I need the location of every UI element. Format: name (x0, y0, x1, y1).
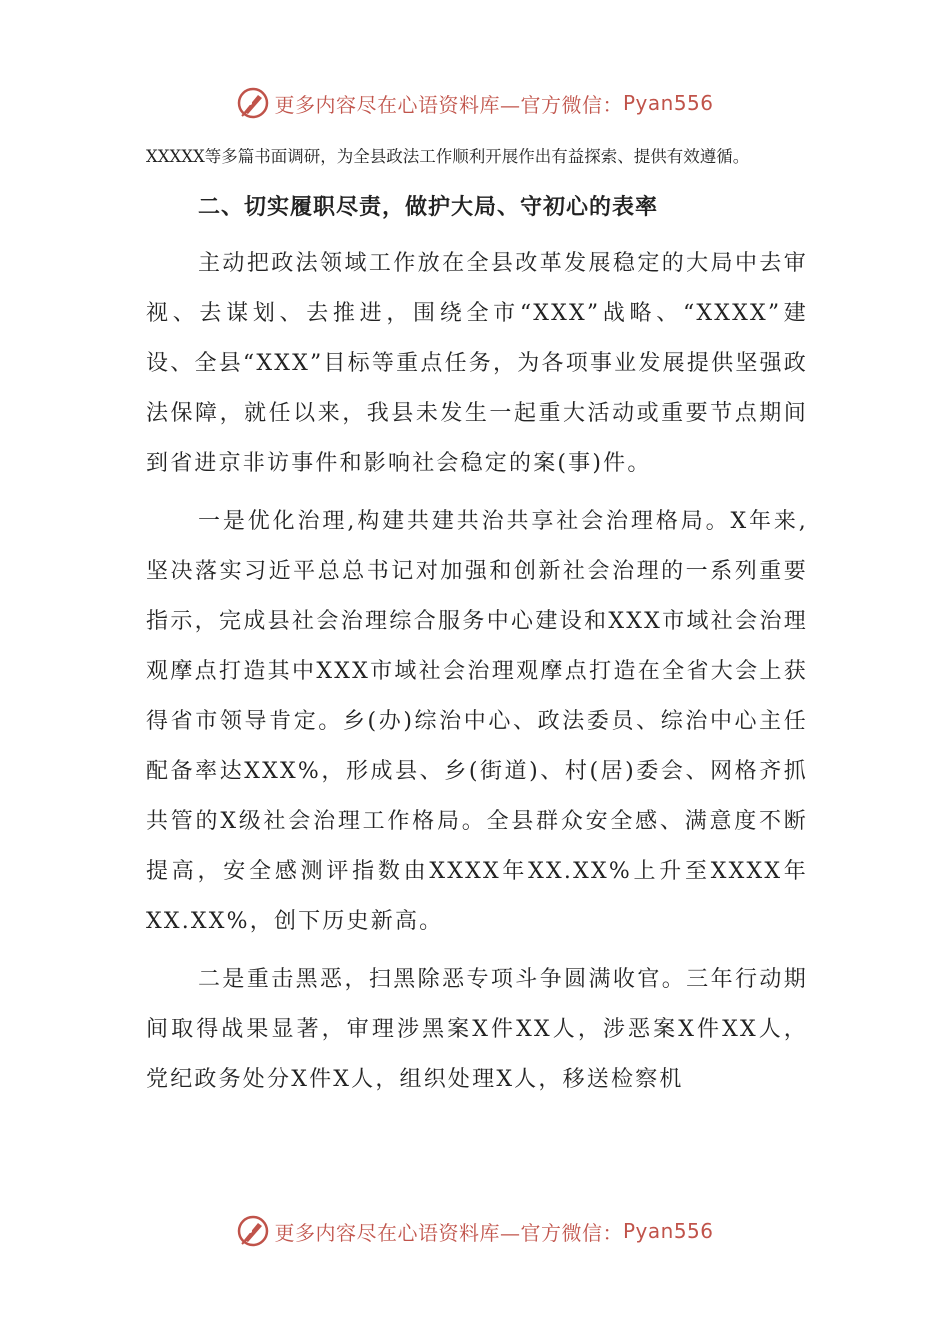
pen-logo-icon (236, 86, 270, 120)
pen-logo-icon (236, 1214, 270, 1248)
footer-watermark (0, 1211, 950, 1251)
paragraph-1: 主动把政法领域工作放在全县改革发展稳定的大局中去审视、去谋划、去推进，围绕全市“XXX”战略、“XXXX”建设、全县“XXX”目标等重点任务，为各项事业发展提供坚强政法保障，就任以来，我县未发生一起重大活动或重要节点期间到省进京非访事件和影响社会稳定的案(事)件。 (146, 251, 808, 476)
section-heading: 二、切实履职尽责，做护大局、守初心的表率 (198, 195, 659, 220)
watermark-wechat-id: Pyan556 (622, 1219, 714, 1243)
paragraph-2: 一是优化治理,构建共建共治共享社会治理格局。X年来,坚决落实习近平总总书记对加强和创新社会治理的一系列重要指示，完成县社会治理综合服务中心建设和XXX市域社会治理观摩点打造其中XXX市域社会治理观摩点打造在全省大会上获得省市领导肯定。乡(办)综治中心、政法委员、综治中心主任配备率达XXX%，形成县、乡(街道)、村(居)委会、网格齐抓共管的X级社会治理工作格局。全县群众安全感、满意度不断提高，安全感测评指数由XXXX年XX.XX%上升至XXXX年XX.XX%，创下历史新高。 (146, 509, 808, 934)
paragraph-3: 二是重击黑恶，扫黑除恶专项斗争圆满收官。三年行动期间取得战果显著，审理涉黑案X件XX人，涉恶案X件XX人，党纪政务处分X件X人，组织处理X人，移送检察机 (146, 967, 808, 1092)
header-watermark (0, 83, 950, 123)
watermark-wechat-id: Pyan556 (622, 91, 714, 115)
document-body (146, 143, 808, 1105)
continuation-paragraph: XXXXX等多篇书面调研，为全县政法工作顺利开展作出有益探索、提供有效遵循。 (146, 147, 750, 166)
watermark-text: 更多内容尽在心语资料库—官方微信： (274, 1220, 623, 1245)
watermark-text: 更多内容尽在心语资料库—官方微信： (274, 92, 623, 117)
